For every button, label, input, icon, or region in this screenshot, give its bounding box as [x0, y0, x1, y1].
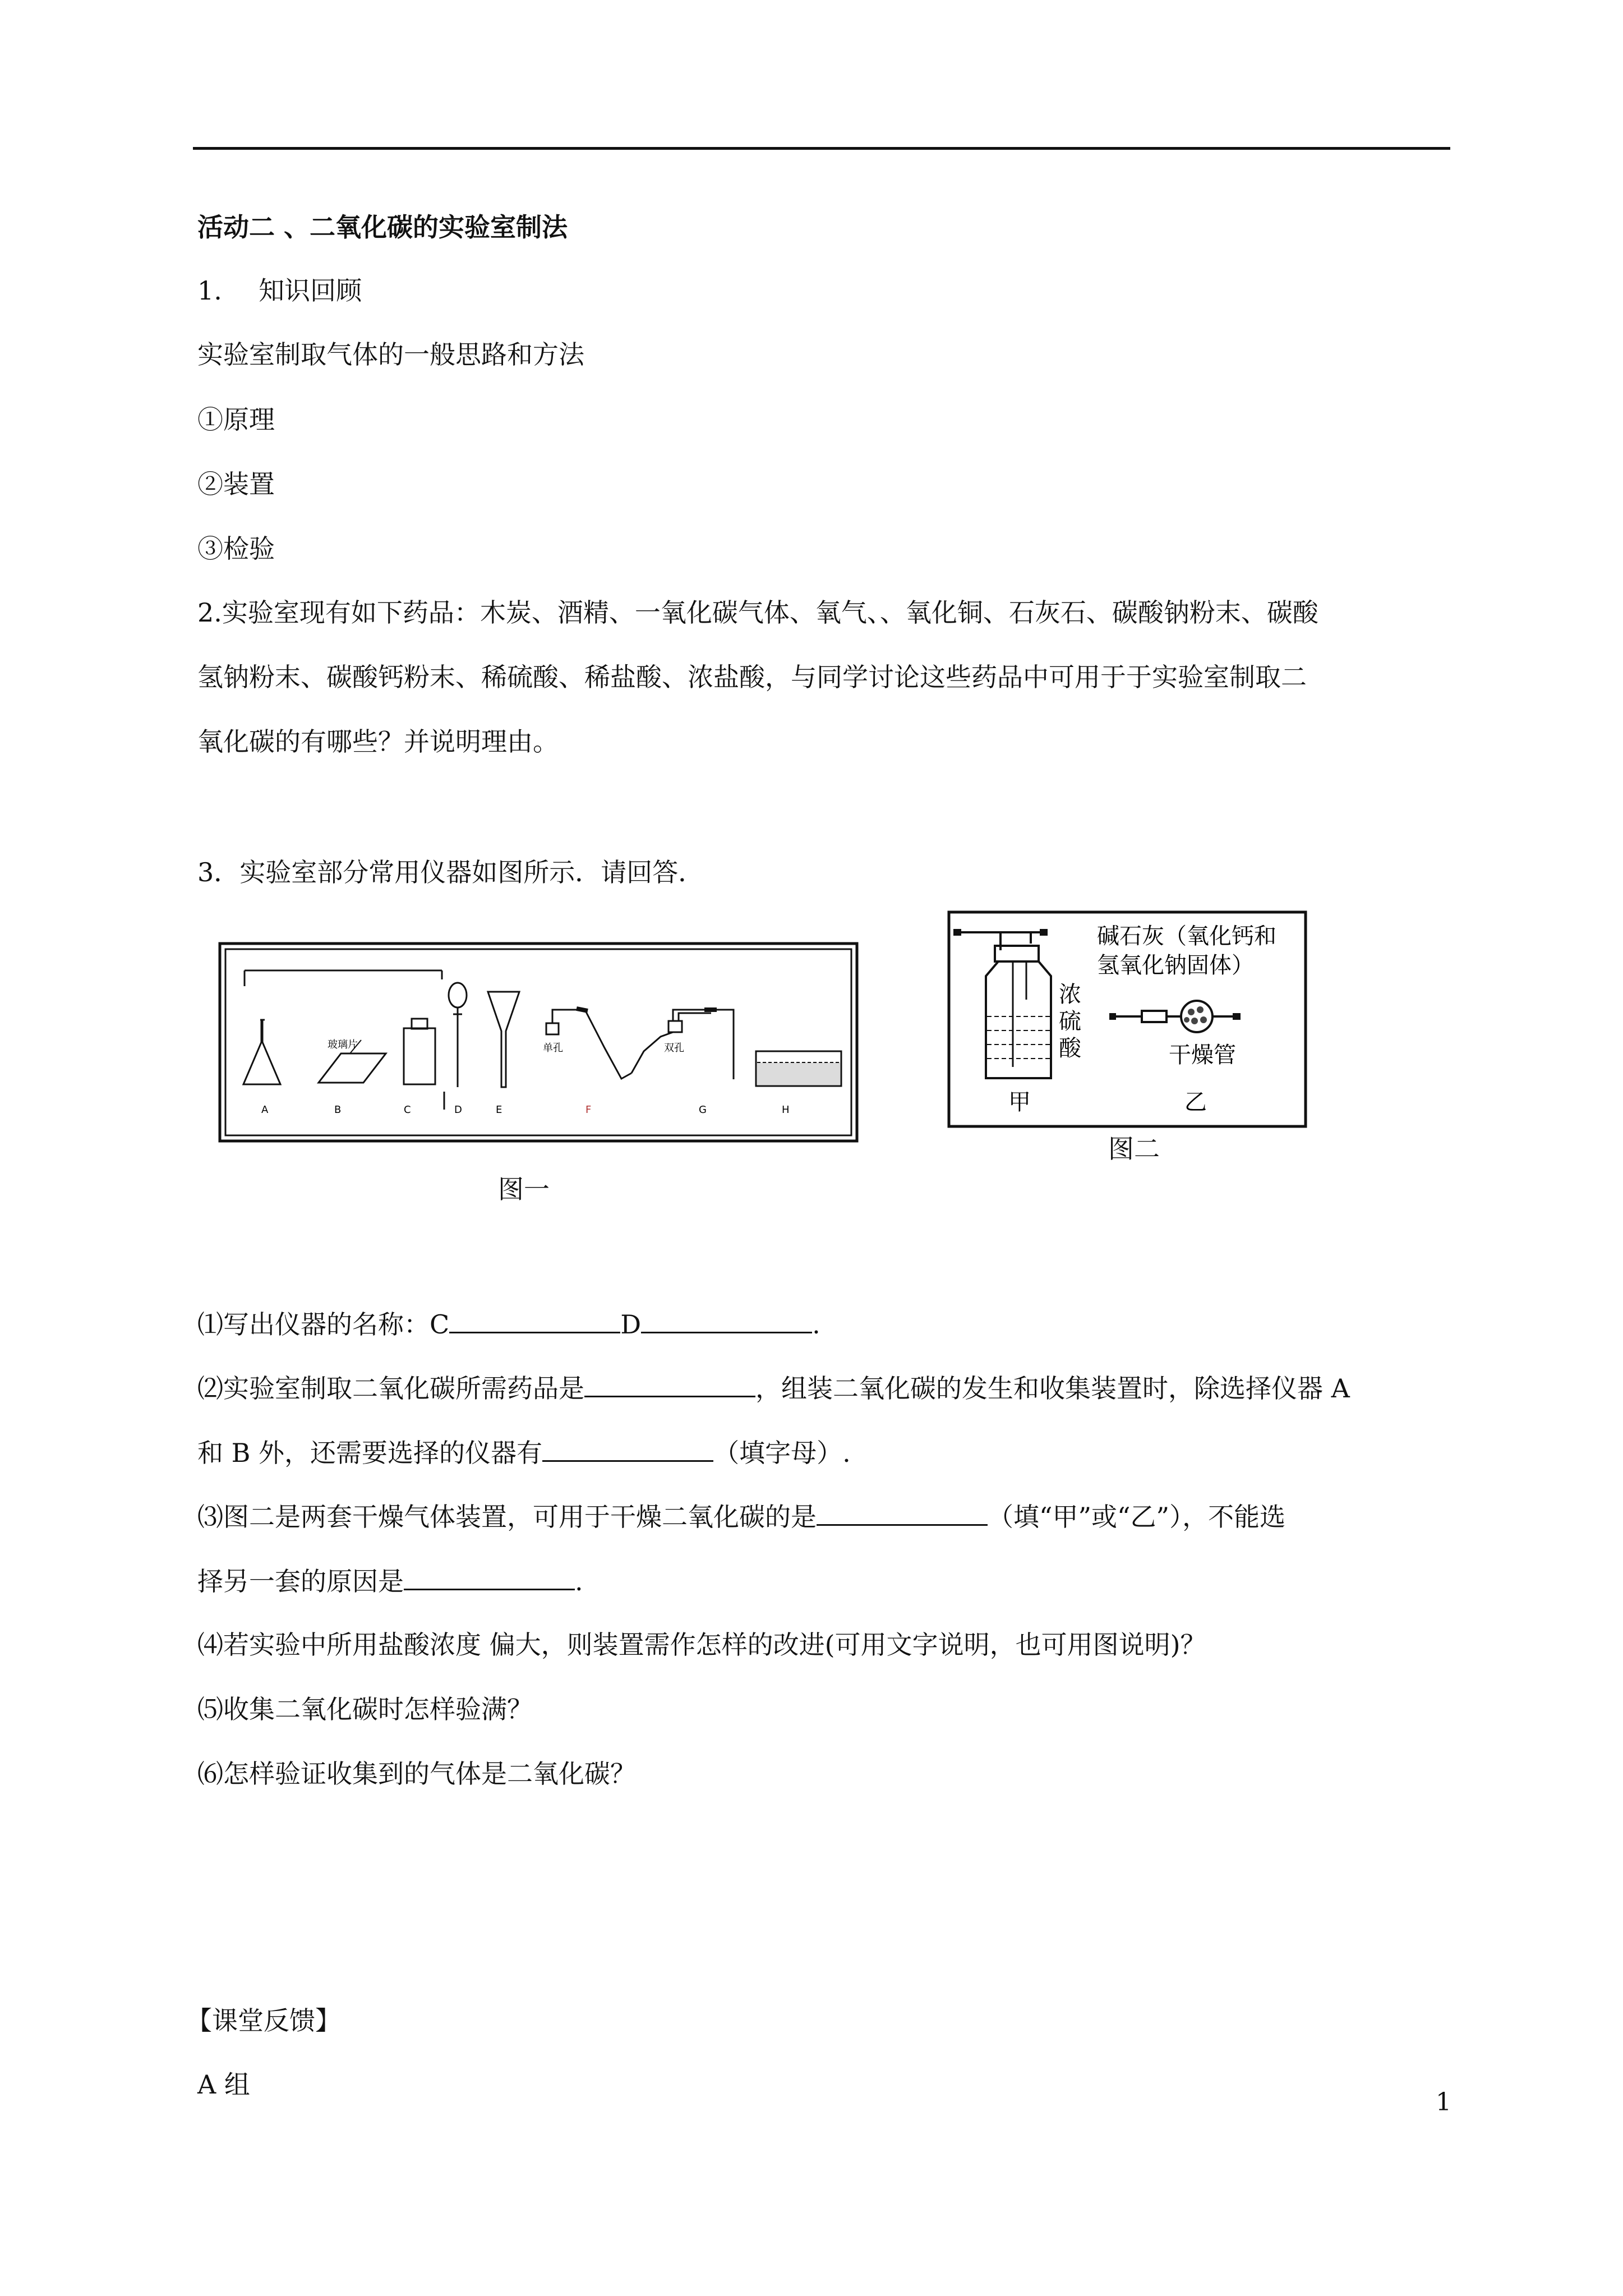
- single-hole-stopper-F: [546, 1023, 559, 1034]
- answer-blank-d[interactable]: [641, 1307, 812, 1333]
- letter-C: C: [404, 1104, 411, 1116]
- activity-heading: 活动二 、二氧化碳的实验室制法: [197, 212, 568, 242]
- subquestion-2-line-2-prefix: 和 B 外，还需要选择的仪器有: [197, 1438, 543, 1468]
- answer-blank-drying-choice[interactable]: [817, 1499, 988, 1526]
- subquestion-1-end: .: [812, 1309, 820, 1340]
- review-item-apparatus: ②装置: [197, 469, 275, 499]
- separatory-funnel-D: [449, 983, 467, 1007]
- acid-char-2: 硫: [1059, 1009, 1081, 1034]
- question-3-intro: 3．实验室部分常用仪器如图所示．请回答．: [197, 857, 704, 887]
- header-rule: [193, 147, 1450, 150]
- letter-F: F: [585, 1104, 592, 1116]
- conical-flask-A: [243, 1020, 280, 1084]
- answer-blank-c[interactable]: [449, 1307, 620, 1333]
- subquestion-1: [197, 1307, 820, 1341]
- drying-tube-label: 干燥管: [1169, 1042, 1236, 1068]
- page-number: 1: [1436, 2088, 1451, 2116]
- double-hole-stopper-G: [668, 1021, 682, 1032]
- glass-plate-B: [319, 1053, 386, 1083]
- review-item-principle: ①原理: [197, 404, 275, 435]
- glass-plate-label: 玻璃片: [328, 1039, 358, 1051]
- subquestion-2-prefix: ⑵实验室制取二氧化碳所需药品是: [197, 1373, 584, 1404]
- question-2-line-1: 2.实验室现有如下药品：木炭、酒精、一氧化碳气体、氧气、、氧化铜、石灰石、碳酸钠粉末、碳酸: [197, 597, 1318, 628]
- subquestion-3-line-1: [197, 1499, 1285, 1534]
- answer-blank-reagents[interactable]: [584, 1371, 755, 1397]
- figure-1-caption: 图一: [498, 1174, 550, 1204]
- label-yi: 乙: [1184, 1089, 1207, 1115]
- subquestion-1-mid: D: [620, 1309, 642, 1340]
- subquestion-1-prefix: ⑴写出仪器的名称：C: [197, 1309, 450, 1340]
- subquestion-3-line-2-prefix: 择另一套的原因是: [197, 1566, 404, 1596]
- classroom-feedback-title: 【课堂反馈】: [186, 2005, 341, 2036]
- soda-lime-label-line-2: 氢氧化钠固体）: [1097, 953, 1254, 978]
- section-1-heading: [197, 274, 362, 307]
- figure-2-drying-apparatus: [947, 910, 1308, 1129]
- letter-D: D: [454, 1104, 462, 1116]
- review-item-test: ③检验: [197, 533, 275, 564]
- letter-B: B: [334, 1104, 342, 1116]
- letter-G: G: [699, 1104, 707, 1116]
- subquestion-4: ⑷若实验中所用盐酸浓度 偏大，则装置需作怎样的改进(可用文字说明，也可用图说明)？: [197, 1630, 1206, 1660]
- subquestion-5: ⑸收集二氧化碳时怎样验满？: [197, 1694, 533, 1724]
- answer-blank-reason[interactable]: [404, 1564, 575, 1590]
- letter-H: H: [782, 1104, 790, 1116]
- subquestion-2-suffix: ，组装二氧化碳的发生和收集装置时，除选择仪器 A: [755, 1373, 1350, 1404]
- section-1-intro: 实验室制取气体的一般思路和方法: [197, 339, 584, 370]
- subquestion-3-line-2: [197, 1564, 583, 1598]
- subquestion-3-prefix: ⑶图二是两套干燥气体装置，可用于干燥二氧化碳的是: [197, 1502, 817, 1532]
- question-2-line-2: 氢钠粉末、碳酸钙粉末、稀硫酸、稀盐酸、浓盐酸，与同学讨论这些药品中可用于于实验室制取二: [197, 662, 1307, 692]
- gas-jar-C: [404, 1028, 435, 1084]
- group-a-label: A 组: [197, 2069, 250, 2100]
- acid-char-1: 浓: [1059, 982, 1081, 1007]
- double-hole-label: 双孔: [664, 1042, 684, 1054]
- figure-2-caption: 图二: [1108, 1134, 1160, 1164]
- soda-lime-label-line-1: 碱石灰（氧化钙和: [1097, 923, 1276, 949]
- section-1-number: 1.: [197, 275, 222, 306]
- label-jia: 甲: [1008, 1089, 1031, 1115]
- subquestion-2-line-2-suffix: （填字母）.: [713, 1438, 851, 1468]
- figure-1-apparatus: [218, 941, 859, 1143]
- acid-char-3: 酸: [1059, 1036, 1081, 1061]
- wash-bottle-jia: [958, 932, 1043, 950]
- subquestion-3-suffix: （填“甲”或“乙”），不能选: [988, 1502, 1286, 1532]
- funnel-E: [488, 992, 519, 1087]
- question-2-line-3: 氧化碳的有哪些？并说明理由。: [197, 726, 559, 757]
- subquestion-2-line-1: [197, 1371, 1350, 1405]
- subquestion-2-line-2: [197, 1435, 851, 1470]
- single-hole-label: 单孔: [543, 1042, 563, 1054]
- subquestion-3-line-2-suffix: .: [575, 1566, 583, 1596]
- section-1-title: 知识回顾: [259, 275, 362, 306]
- letter-A: A: [261, 1104, 269, 1116]
- subquestion-6: ⑹怎样验证收集到的气体是二氧化碳？: [197, 1759, 636, 1789]
- letter-E: E: [496, 1104, 502, 1116]
- answer-blank-instruments[interactable]: [542, 1435, 713, 1462]
